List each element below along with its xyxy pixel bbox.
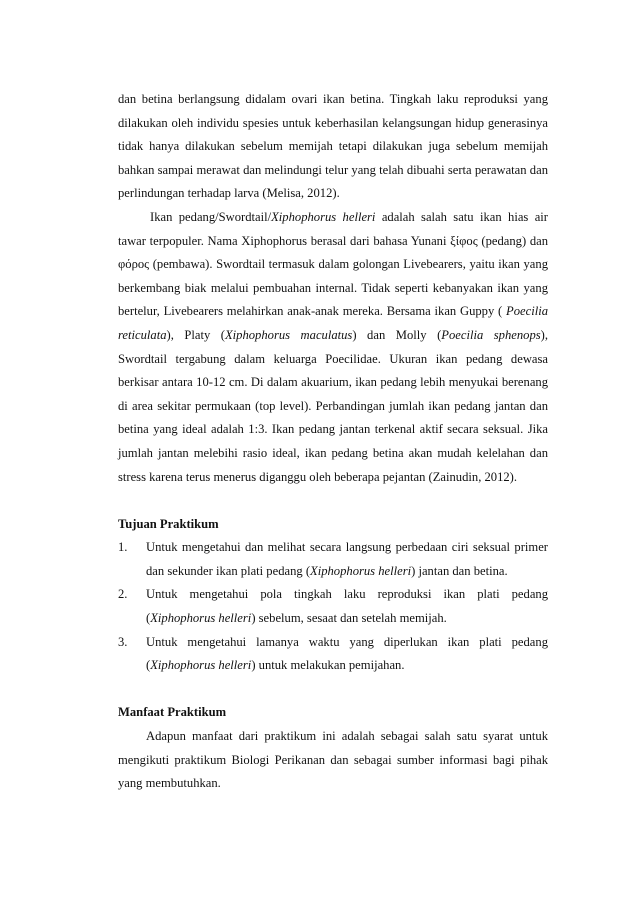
paragraph-swordtail xyxy=(118,206,548,489)
species-name: Xiphophorus helleri xyxy=(310,563,412,578)
list-item xyxy=(118,536,548,583)
text-segment: ), Platy ( xyxy=(166,327,225,342)
heading-manfaat: Manfaat Praktikum xyxy=(118,705,227,720)
tujuan-list xyxy=(118,536,548,678)
list-item xyxy=(118,631,548,678)
text-segment: adalah salah satu ikan hias air tawar terpopuler. Nama Xiphophorus berasal dari bahasa Yunani ξίφος (pedang) dan φόρος (pembawa). Swordtail termasuk dalam golongan Livebearers, yaitu ikan yang berkembang biak melalui pembuahan internal. Tidak seperti kebanyakan ikan yang bertelur, Livebearers melahirkan anak-anak mereka. Bersama ikan Guppy ( xyxy=(118,209,548,319)
text-segment: Ikan pedang/Swordtail/ xyxy=(150,209,272,224)
text-segment: Untuk mengetahui dan melihat secara langsung perbedaan ciri seksual primer dan sekunder ikan plati pedang ( xyxy=(146,540,548,578)
text-segment: ) untuk melakukan pemijahan. xyxy=(251,658,405,673)
list-item xyxy=(118,583,548,630)
list-number: 1. xyxy=(118,540,128,555)
text-segment: Untuk mengetahui lamanya waktu yang diperlukan ikan plati pedang ( xyxy=(146,634,548,673)
text-segment: ), Swordtail tergabung dalam keluarga Poecilidae. Ukuran ikan pedang dewasa berkisar antara 10-12 cm. Di dalam akuarium, ikan pedang lebih menyukai berenang di area sekitar permukaan (top level). Perbandingan jumlah ikan pedang jantan dan betina yang ideal adalah 1:3. Ikan pedang jantan terkenal aktif secara seksual. Jika jumlah jantan melebihi rasio ideal, ikan pedang betina akan mudah kelelahan dan stress karena terus menerus diganggu oleh beberapa pejantan (Zainudin, 2012). xyxy=(118,327,548,484)
document-page xyxy=(118,88,548,796)
species-name: Poecilia sphenops xyxy=(441,327,541,342)
species-name: Xiphophorus helleri xyxy=(150,611,252,626)
paragraph-manfaat: Adapun manfaat dari praktikum ini adalah sebagai salah satu syarat untuk mengikuti praktikum Biologi Perikanan dan sebagai sumber informasi bagi pihak yang membutuhkan. xyxy=(118,729,548,791)
text-segment: ) sebelum, sesaat dan setelah memijah. xyxy=(251,611,447,626)
species-name: Xiphophorus helleri xyxy=(150,658,252,673)
species-name: Poecilia reticulata xyxy=(118,304,548,342)
species-name: Xiphophorus helleri xyxy=(271,209,376,224)
paragraph-intro: dan betina berlangsung didalam ovari ikan betina. Tingkah laku reproduksi yang dilakukan oleh individu spesies untuk keberhasilan kelangsungan hidup generasinya tidak hanya dilakukan sebelum memijah tetapi dilakukan juga sebelum memijah bahkan sampai merawat dan melindungi telur yang telah dibuahi serta perawatan dan perlindungan terhadap larva (Melisa, 2012). xyxy=(118,92,548,201)
heading-tujuan: Tujuan Praktikum xyxy=(118,516,219,531)
species-name: Xiphophorus maculatus xyxy=(224,327,353,342)
text-segment: Untuk mengetahui pola tingkah laku reproduksi ikan plati pedang ( xyxy=(146,587,548,626)
text-segment: ) jantan dan betina. xyxy=(411,563,508,578)
list-number: 3. xyxy=(118,634,128,649)
list-number: 2. xyxy=(118,587,128,602)
text-segment: ) dan Molly ( xyxy=(352,327,442,342)
